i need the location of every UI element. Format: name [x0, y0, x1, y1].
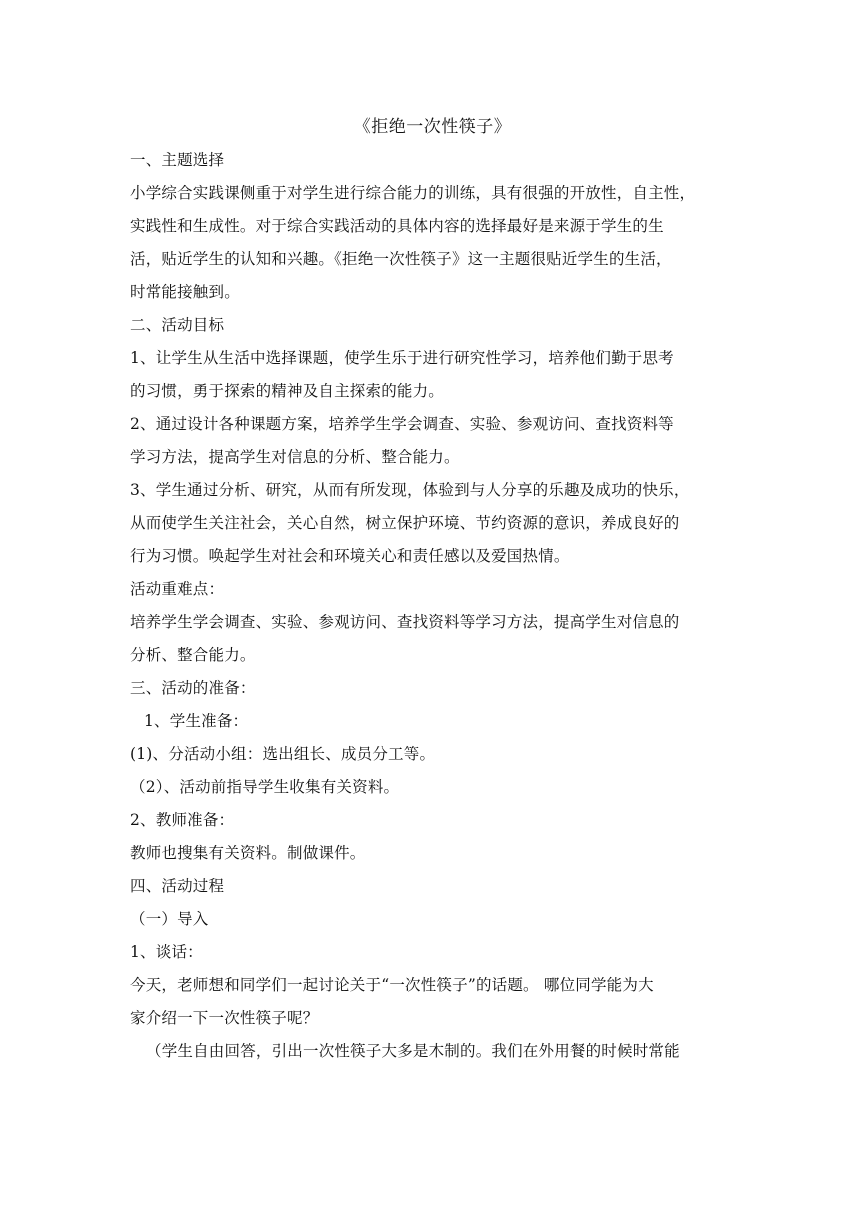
paragraph-line: 2、通过设计各种课题方案，培养学生学会调查、实验、参观访问、查找资料等 [130, 415, 674, 433]
heading-key-points: 活动重难点： [130, 580, 225, 598]
list-item: （2）、活动前指导学生收集有关资料。 [130, 778, 400, 796]
paragraph-line: 教师也搜集有关资料。制做课件。 [130, 844, 366, 862]
heading-activity-process: 四、活动过程 [130, 877, 225, 895]
paragraph-line: 培养学生学会调查、实验、参观访问、查找资料等学习方法，提高学生对信息的 [130, 613, 680, 631]
heading-theme-selection: 一、主题选择 [130, 151, 225, 169]
paragraph-line: 今天，老师想和同学们一起讨论关于“一次性筷子”的话题。 哪位同学能为大 [130, 976, 654, 994]
paragraph-line: 小学综合实践课侧重于对学生进行综合能力的训练，具有很强的开放性，自主性， [130, 184, 696, 202]
paragraph-line: 行为习惯。唤起学生对社会和环境关心和责任感以及爱国热情。 [130, 547, 570, 565]
subheading-teacher-preparation: 2、教师准备： [130, 811, 235, 829]
heading-activity-goals: 二、活动目标 [130, 316, 225, 334]
subheading-conversation: 1、谈话： [130, 943, 203, 961]
heading-preparation: 三、活动的准备： [130, 679, 256, 697]
paragraph-line: 分析、整合能力。 [130, 646, 256, 664]
paragraph-line: 1、让学生从生活中选择课题，使学生乐于进行研究性学习，培养他们勤于思考 [130, 349, 674, 367]
paragraph-line: 3、学生通过分析、研究，从而有所发现，体验到与人分享的乐趣及成功的快乐， [130, 481, 690, 499]
paragraph-line: 时常能接触到。 [130, 283, 240, 301]
list-item: (1)、分活动小组：选出组长、成员分工等。 [130, 745, 436, 763]
paragraph-line: 活，贴近学生的认知和兴趣。《拒绝一次性筷子》这一主题很贴近学生的生活， [130, 250, 672, 268]
subheading-student-preparation: 1、学生准备： [144, 712, 249, 730]
paragraph-line: 实践性和生成性。对于综合实践活动的具体内容的选择最好是来源于学生的生 [130, 217, 664, 235]
paragraph-line: 从而使学生关注社会，关心自然，树立保护环境、节约资源的意识，养成良好的 [130, 514, 680, 532]
subheading-introduction: （一）导入 [130, 910, 209, 928]
paragraph-line: （学生自由回答，引出一次性筷子大多是木制的。我们在外用餐的时候时常能 [146, 1042, 680, 1060]
document-page [130, 112, 735, 1068]
paragraph-line: 学习方法，提高学生对信息的分析、整合能力。 [130, 448, 460, 466]
document-title: 《拒绝一次性筷子》 [353, 117, 512, 137]
paragraph-line: 的习惯，勇于探索的精神及自主探索的能力。 [130, 382, 445, 400]
paragraph-line: 家介绍一下一次性筷子呢？ [130, 1009, 319, 1027]
